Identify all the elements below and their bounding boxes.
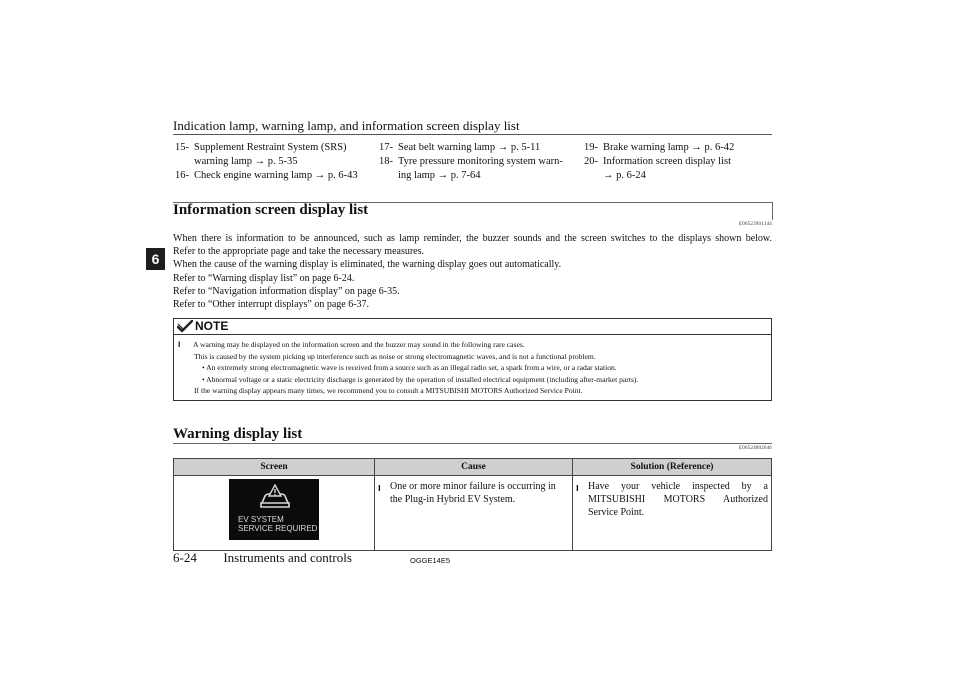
solution-bullet: l xyxy=(576,484,579,493)
note-text: A warning may be displayed on the information screen and the buzzer may sound in the following rare cases. xyxy=(193,340,525,349)
reference-number: 19- xyxy=(584,142,598,153)
cross-reference: Refer to “Other interrupt displays” on page 6-37. xyxy=(173,299,370,311)
reference-item xyxy=(175,141,358,155)
chapter-tab: 6 xyxy=(146,248,165,270)
solution-cell xyxy=(573,476,772,551)
reference-text: Information screen display list xyxy=(603,156,732,167)
table-header-row xyxy=(174,459,772,476)
reference-column-2 xyxy=(379,141,563,183)
reference-number xyxy=(584,169,603,183)
note-header xyxy=(173,318,772,335)
screen-cell xyxy=(174,476,375,551)
note-icon xyxy=(177,320,193,333)
document-code: OGGE14E5 xyxy=(410,556,451,565)
reference-text: warning lamp → p. 5-35 xyxy=(194,156,298,167)
note-text: If the warning display appears many times, we recommend you to consult a MITSUBISHI MOTORS Authorized Service Point. xyxy=(194,385,583,395)
screen-text: SERVICE REQUIRED xyxy=(238,524,318,533)
reference-column-1 xyxy=(175,141,358,183)
cause-text: One or more minor failure is occurring in xyxy=(390,481,556,492)
column-header: Screen xyxy=(174,459,375,476)
reference-number: 15- xyxy=(175,142,189,153)
solution-text: MITSUBISHI MOTORS Authorized xyxy=(588,494,768,505)
reference-item xyxy=(379,155,563,169)
note-label: NOTE xyxy=(195,319,229,333)
chapter-name: Instruments and controls xyxy=(223,550,352,565)
reference-text: ing lamp → p. 7-64 xyxy=(398,170,481,181)
reference-item xyxy=(379,169,563,183)
cause-text: the Plug-in Hybrid EV System. xyxy=(390,494,516,505)
car-warning-icon xyxy=(259,484,291,510)
cross-reference: Refer to “Warning display list” on page 6-24. xyxy=(173,272,355,284)
running-header: Indication lamp, warning lamp, and information screen display list xyxy=(173,118,520,133)
reference-item xyxy=(584,155,734,169)
sub-bullet: • xyxy=(202,363,205,373)
body-paragraph: When the cause of the warning display is eliminated, the warning display goes out automatically. xyxy=(173,259,562,271)
header-rule xyxy=(173,134,772,135)
reference-item xyxy=(175,155,358,169)
reference-number: 20- xyxy=(584,156,598,167)
reference-item xyxy=(379,141,563,155)
reference-item xyxy=(584,141,734,155)
reference-text: Tyre pressure monitoring system warn- xyxy=(398,156,563,167)
note-body xyxy=(178,339,768,396)
page-footer xyxy=(173,550,352,566)
screen-text: EV SYSTEM xyxy=(238,515,284,524)
reference-text: → p. 6-24 xyxy=(603,170,646,181)
note-bullet: l xyxy=(178,341,181,349)
note-subitem: Abnormal voltage or a static electricity discharge is generated by the operation of installed electrical equipment (including after-market parts). xyxy=(206,374,639,384)
solution-text: Have your vehicle inspected by a xyxy=(588,481,768,492)
reference-text: Brake warning lamp → p. 6-42 xyxy=(603,142,735,153)
section-code: E00523901344 xyxy=(739,222,772,227)
table-row xyxy=(174,476,772,551)
reference-text: Check engine warning lamp → p. 6-43 xyxy=(194,170,358,181)
note-text: This is caused by the system picking up interference such as noise or strong electromagnetic waves, and is not a functional problem. xyxy=(194,352,596,362)
warning-list-title: Warning display list xyxy=(173,426,303,442)
cause-bullet: l xyxy=(378,484,381,493)
cause-cell xyxy=(375,476,573,551)
sub-bullet: • xyxy=(202,374,205,384)
column-header: Cause xyxy=(375,459,573,476)
section-title: Information screen display list xyxy=(173,202,369,218)
page-number: 6-24 xyxy=(173,550,197,565)
solution-text: Service Point. xyxy=(588,507,645,518)
note-subitem: An extremely strong electromagnetic wave is received from a source such as an illegal radio set, a spark from a wire, or a radar station. xyxy=(206,363,617,373)
reference-number xyxy=(379,169,398,183)
warning-code: E00524002046 xyxy=(739,446,772,451)
warning-display-table xyxy=(173,458,772,551)
body-paragraph: Refer to the appropriate page and take the necessary measures. xyxy=(173,246,424,258)
reference-number: 16- xyxy=(175,170,189,181)
reference-item xyxy=(175,169,358,183)
warning-title-rule xyxy=(173,443,772,444)
reference-text: Supplement Restraint System (SRS) xyxy=(194,142,347,153)
reference-number: 18- xyxy=(379,156,393,167)
reference-column-3 xyxy=(584,141,734,183)
reference-number: 17- xyxy=(379,142,393,153)
ev-system-warning-screen xyxy=(229,479,319,540)
reference-number xyxy=(175,155,194,169)
reference-text: Seat belt warning lamp → p. 5-11 xyxy=(398,142,541,153)
cross-reference: Refer to “Navigation information display” on page 6-35. xyxy=(173,285,400,297)
section-body xyxy=(173,232,772,311)
column-header: Solution (Reference) xyxy=(573,459,772,476)
body-paragraph: When there is information to be announced, such as lamp reminder, the buzzer sounds and the screen switches to the displays shown below. xyxy=(173,233,772,244)
reference-item xyxy=(584,169,734,183)
